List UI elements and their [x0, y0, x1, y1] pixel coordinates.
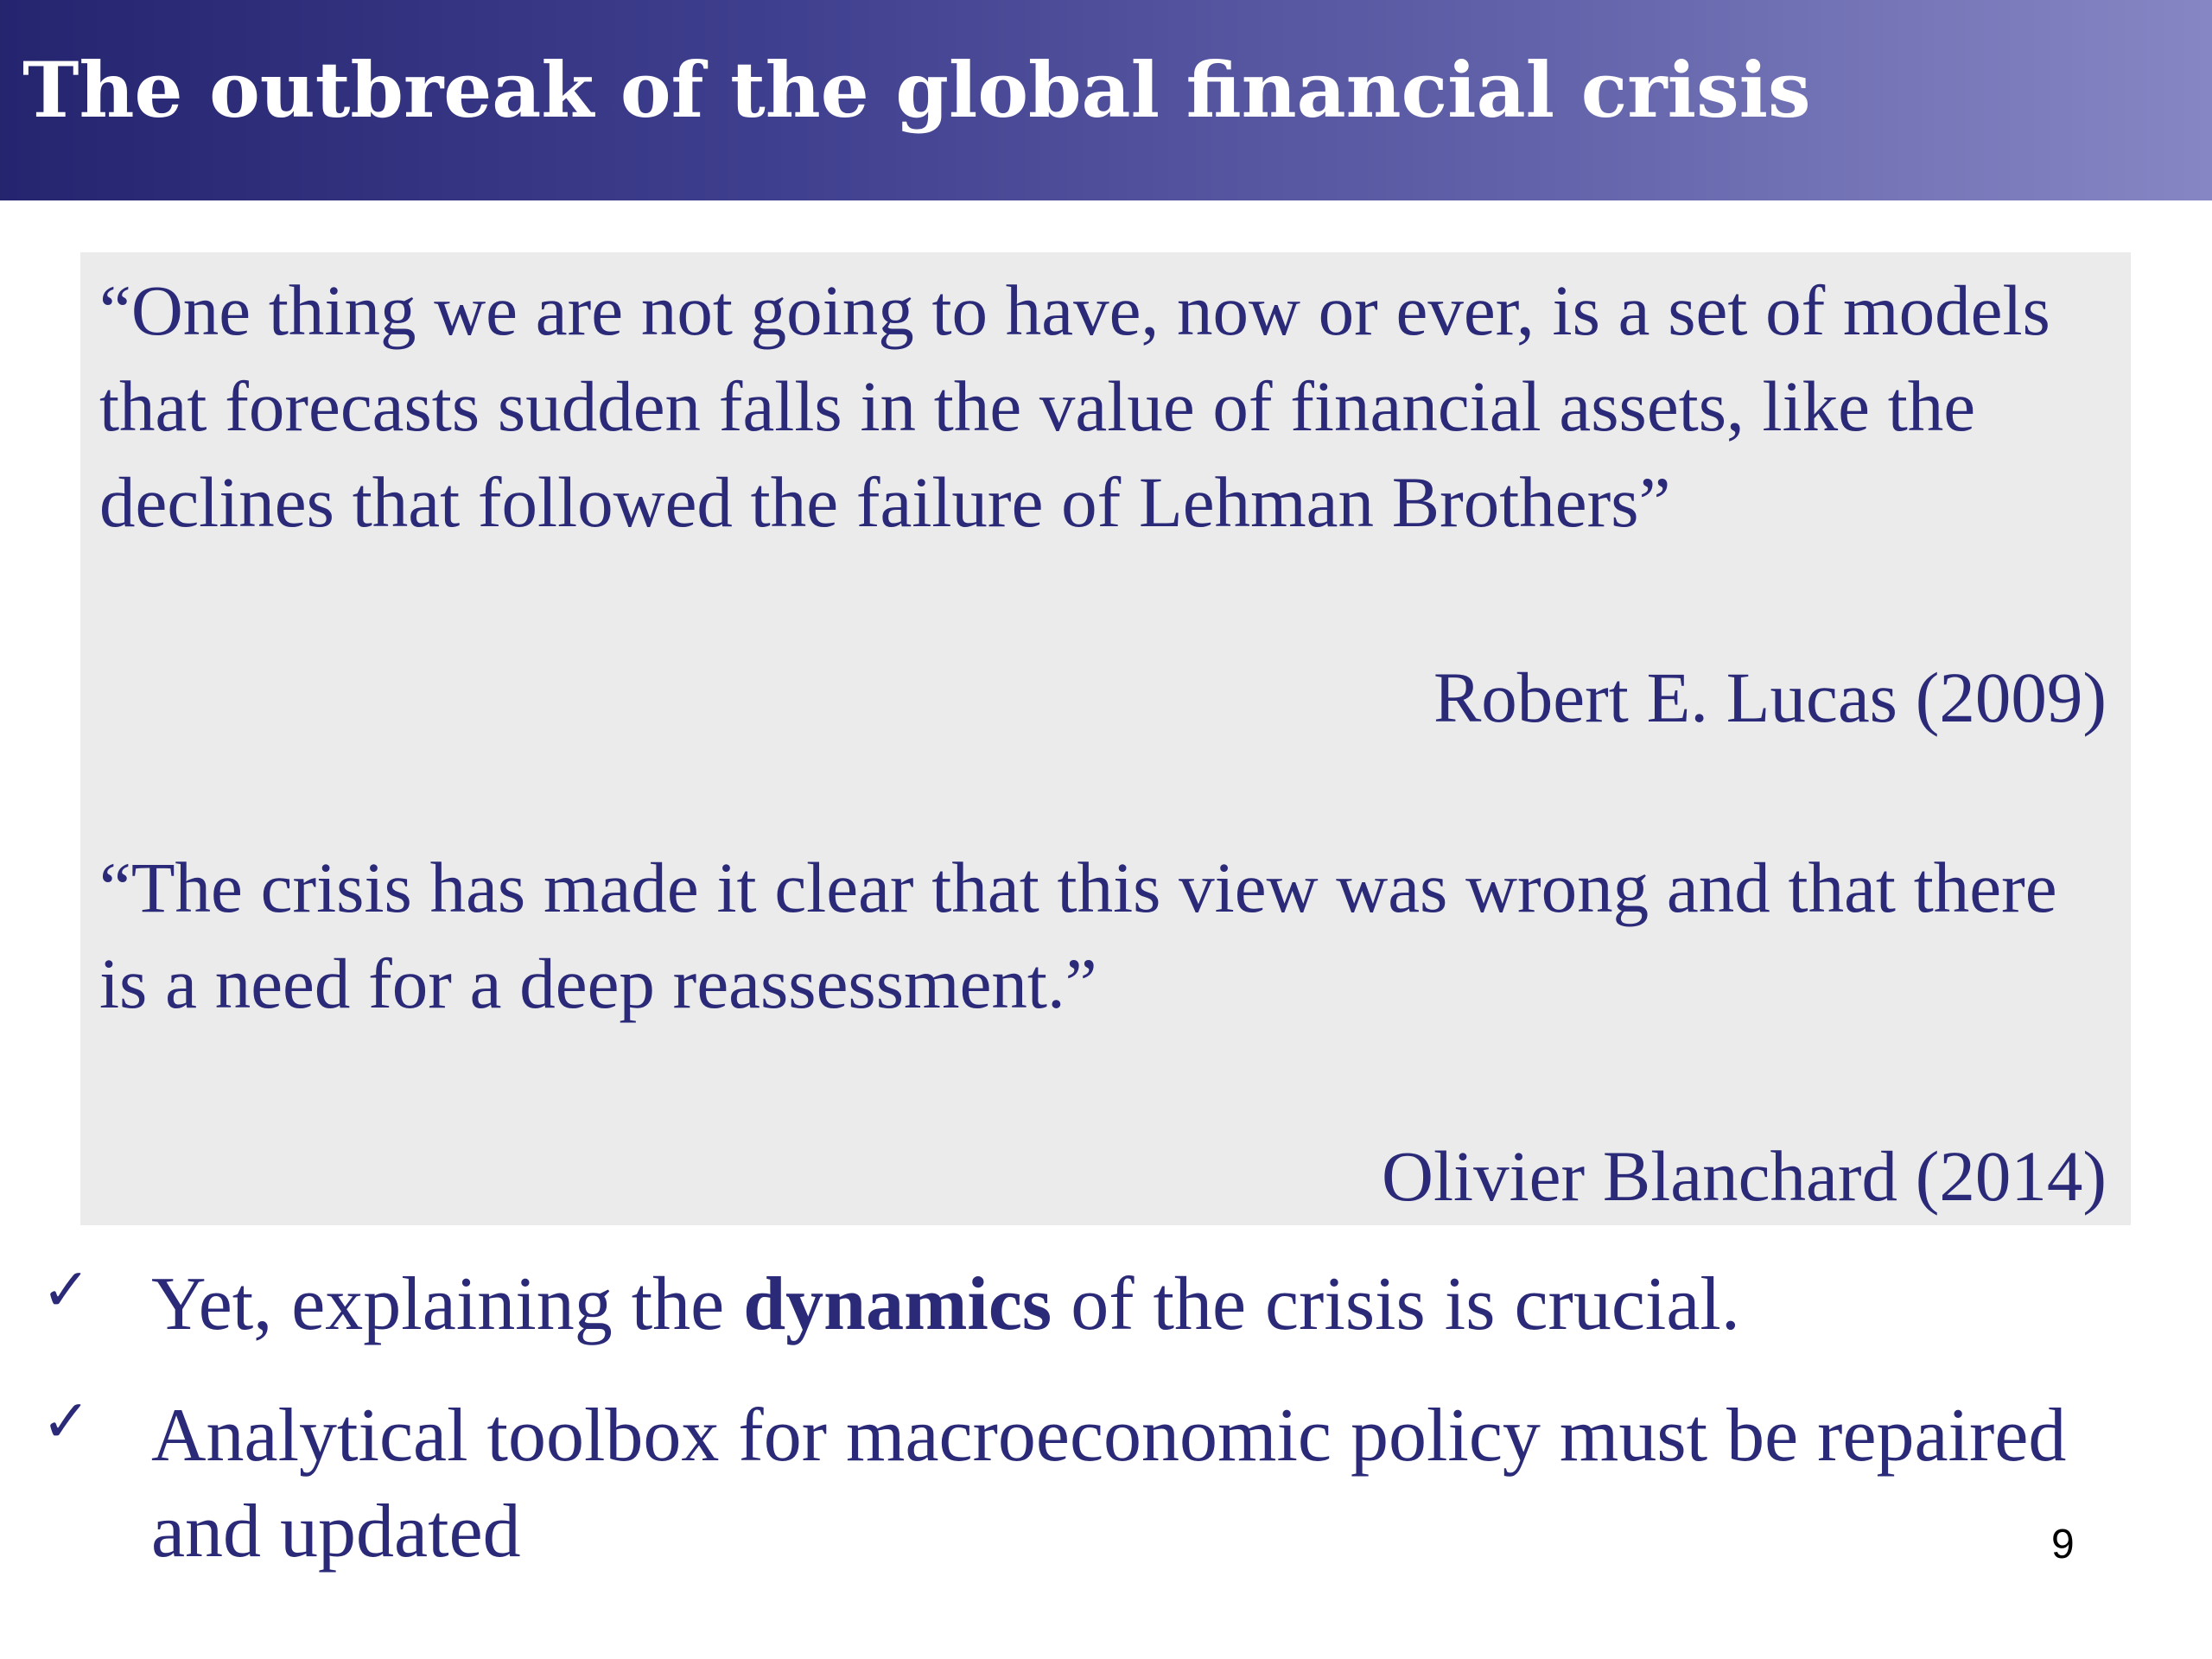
bullet-text: Analytical toolbox for macroeconomic policy must be repaired and updated	[151, 1394, 2067, 1573]
bullet-text-bold: dynamics	[743, 1262, 1052, 1346]
slide-title: The outbreak of the global financial crisis	[22, 45, 1811, 135]
quote-box	[80, 252, 2131, 1225]
page-number: 9	[2051, 1522, 2075, 1567]
quote-lucas-attribution: Robert E. Lucas (2009)	[1433, 658, 2107, 737]
checkmark-icon: ✓	[41, 1388, 91, 1456]
quote-blanchard-text: “The crisis has made it clear that this view was wrong and that there is a need for a deep reassessment.”	[99, 848, 2057, 1023]
quote-lucas-text: “One thing we are not going to have, now or ever, is a set of models that forecasts sudden falls in the value of financial assets, like the declines that followed the failure of Lehman Brothers”	[99, 270, 2050, 542]
checkmark-icon: ✓	[41, 1256, 91, 1325]
bullet-text-after: of the crisis is crucial.	[1052, 1262, 1740, 1346]
title-bar	[0, 0, 2212, 200]
quote-blanchard-attribution: Olivier Blanchard (2014)	[1382, 1136, 2107, 1216]
bullet-text	[151, 1256, 2121, 1352]
bullet-text-before: Yet, explaining the	[151, 1262, 744, 1346]
